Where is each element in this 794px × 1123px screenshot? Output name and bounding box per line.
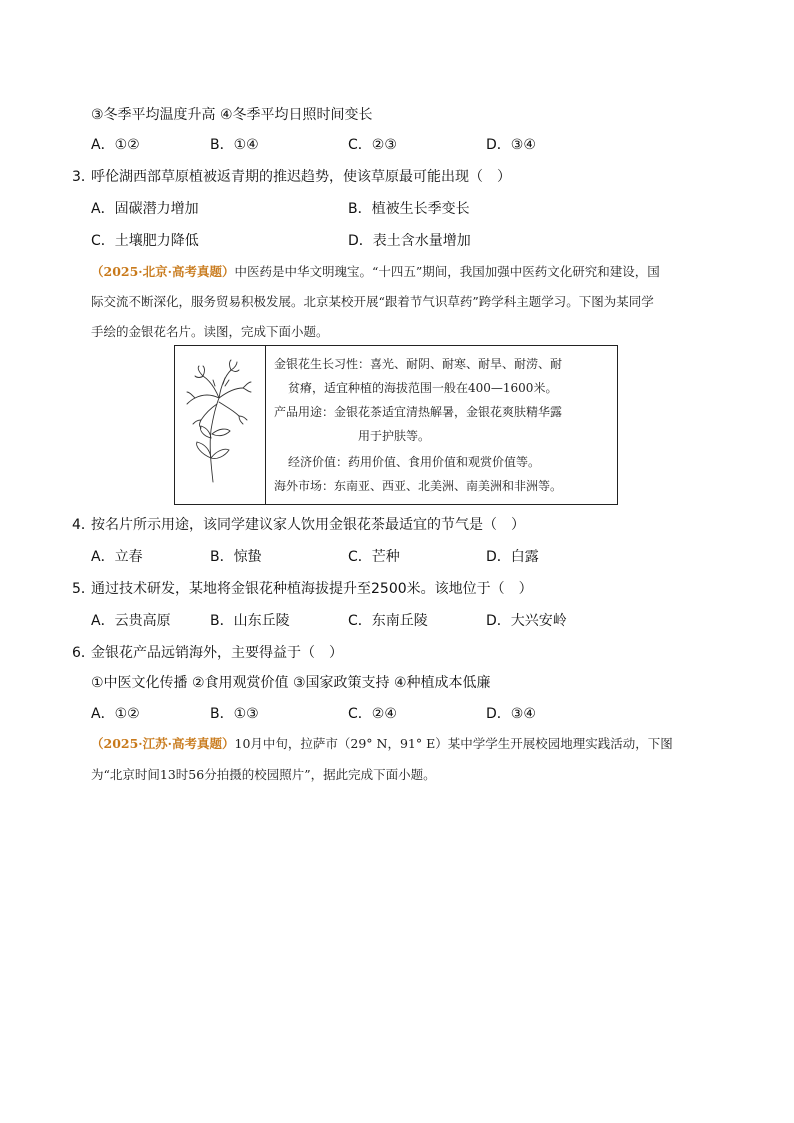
q4-stem: 按名片所示用途，该同学建议家人饮用金银花茶最适宜的节气是（ ）: [91, 517, 525, 533]
q6-option-d: D．③④: [486, 706, 536, 722]
q6-option-a: A．①②: [91, 706, 140, 722]
passage2-line1: （2025·江苏·高考真题）10月中旬，拉萨市（29° N，91° E）某中学学生开展校园地理实践活动，下图: [91, 736, 673, 751]
q5-number: 5．: [72, 581, 95, 597]
q5-option-c: C．东南丘陵: [348, 613, 428, 629]
passage2-tag: （2025·江苏·高考真题）: [91, 736, 235, 751]
card-line2: 贫瘠，适宜种植的海拔范围一般在400—1600米。: [288, 381, 558, 395]
q5-option-d: D．大兴安岭: [486, 613, 567, 629]
q6-items-line: ①中医文化传播 ②食用观赏价值 ③国家政策支持 ④种植成本低廉: [91, 675, 491, 691]
q5-option-a: A．云贵高原: [91, 613, 171, 629]
q6-stem: 金银花产品远销海外，主要得益于（ ）: [91, 645, 343, 661]
card-line5: 经济价值：药用价值、食用价值和观赏价值等。: [288, 455, 541, 469]
card-line1: 金银花生长习性：喜光、耐阴、耐寒、耐旱、耐涝、耐: [274, 357, 563, 371]
q3-number: 3．: [72, 169, 95, 185]
q2-items-line: ③冬季平均温度升高 ④冬季平均日照时间变长: [91, 107, 373, 123]
q3-option-b: B．植被生长季变长: [348, 201, 470, 217]
q5-option-b: B．山东丘陵: [210, 613, 290, 629]
card-line4: 用于护肤等。: [358, 429, 431, 443]
honeysuckle-card: [174, 345, 618, 505]
q3-option-a: A．固碳潜力增加: [91, 201, 199, 217]
q4-option-d: D．白露: [486, 549, 539, 565]
passage2-line2: 为“北京时间13时56分拍摄的校园照片”，据此完成下面小题。: [91, 767, 436, 782]
q5-stem: 通过技术研发，某地将金银花种植海拔提升至2500米。该地位于（ ）: [91, 581, 533, 597]
q2-option-b: B．①④: [210, 137, 259, 153]
passage1-line1: （2025·北京·高考真题）中医药是中华文明瑰宝。“十四五”期间，我国加强中医药文化研究和建设，国: [91, 264, 660, 279]
passage1-line2: 际交流不断深化，服务贸易积极发展。北京某校开展“跟着节气识草药”跨学科主题学习。下图为某同学: [91, 294, 654, 309]
q2-option-c: C．②③: [348, 137, 397, 153]
q6-option-b: B．①③: [210, 706, 259, 722]
card-line6: 海外市场：东南亚、西亚、北美洲、南美洲和非洲等。: [274, 479, 563, 493]
q3-option-c: C．土壤肥力降低: [91, 233, 199, 249]
q4-option-a: A．立春: [91, 549, 143, 565]
q6-number: 6．: [72, 645, 95, 661]
q4-option-c: C．芒种: [348, 549, 400, 565]
honeysuckle-drawing-cell: [175, 346, 266, 504]
q4-number: 4．: [72, 517, 95, 533]
passage1-tag: （2025·北京·高考真题）: [91, 264, 235, 279]
q3-stem: 呼伦湖西部草原植被返青期的推迟趋势，使该草原最可能出现（ ）: [91, 169, 511, 185]
q2-option-a: A．①②: [91, 137, 140, 153]
q2-option-d: D．③④: [486, 137, 536, 153]
passage1-line3: 手绘的金银花名片。读图，完成下面小题。: [91, 324, 329, 339]
q3-option-d: D．表土含水量增加: [348, 233, 471, 249]
card-line3: 产品用途：金银花茶适宜清热解暑，金银花爽肤精华露: [274, 405, 563, 419]
q4-option-b: B．惊蛰: [210, 549, 262, 565]
q6-option-c: C．②④: [348, 706, 397, 722]
honeysuckle-flower-icon: [175, 346, 265, 504]
